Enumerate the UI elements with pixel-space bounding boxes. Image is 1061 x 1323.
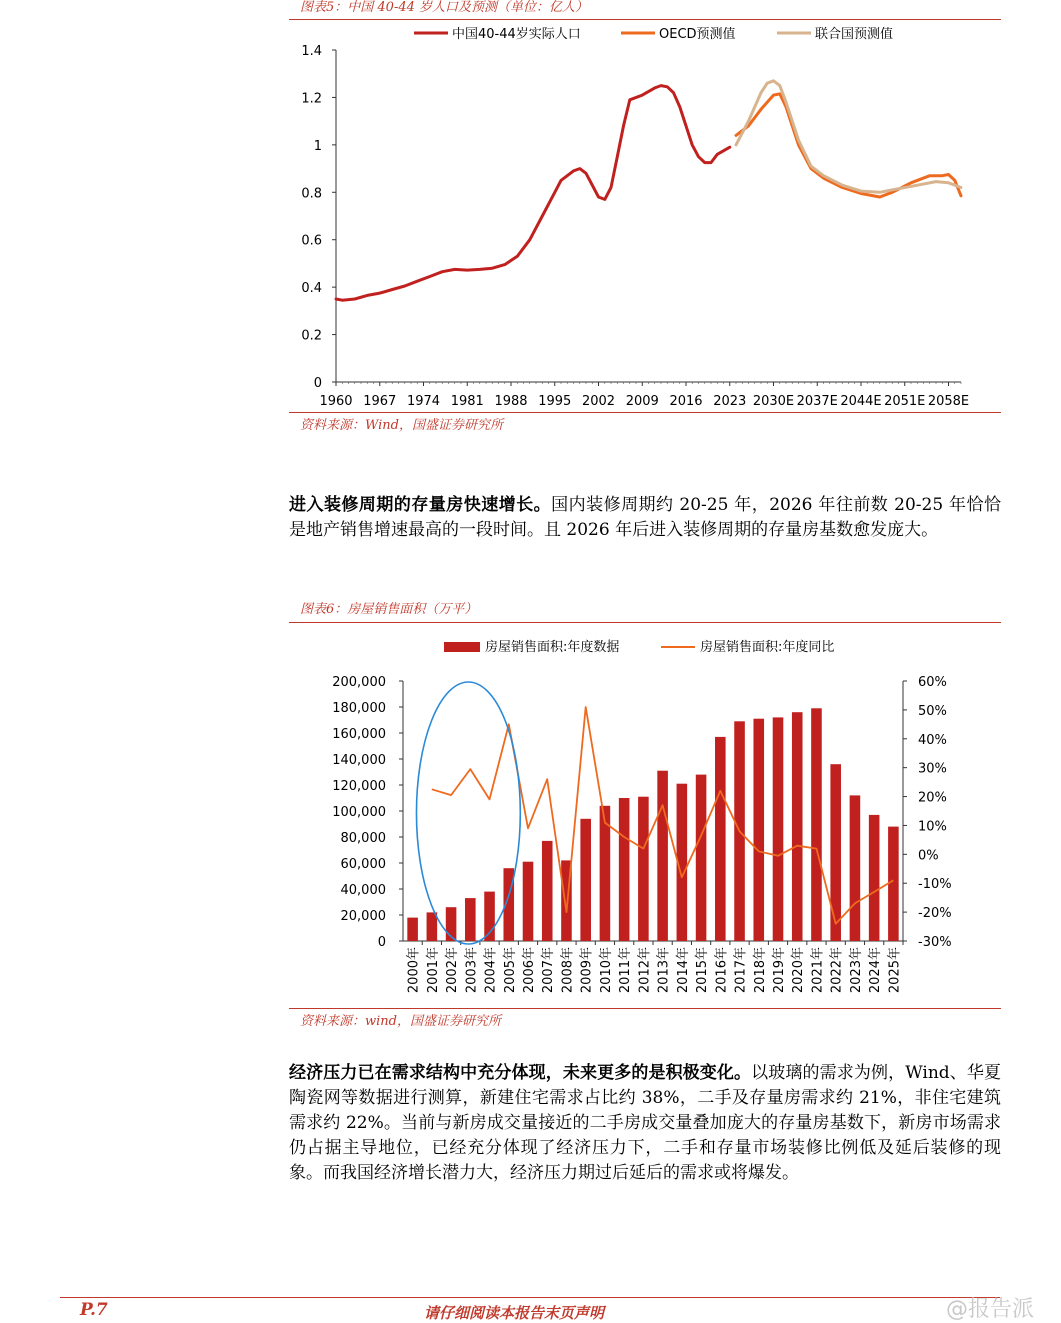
x-tick-label: 2023年	[848, 947, 864, 994]
paragraph-renovation-cycle	[289, 493, 1001, 543]
bar-21	[811, 708, 822, 941]
y-tick-label: 0.6	[301, 233, 322, 249]
x-tick-label: 2024年	[868, 947, 884, 994]
left-tick-label: 0	[377, 935, 386, 950]
y-tick-label: 1.4	[301, 44, 322, 59]
right-tick-label: -30%	[918, 935, 952, 950]
x-tick-label: 1974	[406, 394, 441, 409]
left-tick-label: 160,000	[332, 727, 386, 742]
bar-9	[580, 819, 591, 941]
bar-24	[869, 815, 880, 941]
left-tick-label: 80,000	[340, 831, 386, 846]
paragraph-economic-pressure	[289, 1061, 1001, 1186]
right-tick-label: -20%	[918, 906, 952, 922]
x-tick-label: 2021年	[810, 947, 826, 994]
y-tick-label: 1	[313, 138, 322, 154]
legend-line-label: 房屋销售面积:年度同比	[700, 640, 835, 655]
figure5-source: 资料来源：Wind，国盛证券研究所	[300, 418, 503, 433]
x-tick-label: 2010年	[598, 947, 614, 994]
x-tick-label: 2002	[581, 394, 616, 409]
bar-1	[427, 912, 438, 941]
y-tick-label: 0	[313, 376, 322, 391]
left-tick-label: 100,000	[332, 805, 386, 820]
x-tick-label: 1960	[319, 394, 353, 409]
x-tick-label: 2044E	[840, 394, 882, 409]
page-number: P.7	[80, 1300, 108, 1320]
bar-6	[523, 862, 534, 941]
right-tick-label: 0%	[918, 848, 939, 864]
left-tick-label: 140,000	[332, 753, 386, 768]
x-tick-label: 2008年	[560, 947, 576, 994]
x-tick-label: 2011年	[618, 947, 634, 994]
figure6-title: 图表6：房屋销售面积（万平）	[300, 602, 478, 617]
x-tick-label: 2019年	[772, 947, 787, 994]
bar-19	[773, 717, 784, 941]
x-tick-label: 2020年	[791, 947, 807, 994]
population-line-chart	[289, 20, 1001, 412]
bar-25	[888, 827, 899, 941]
bar-12	[638, 797, 649, 941]
y-tick-label: 0.8	[301, 186, 322, 202]
right-tick-label: -10%	[918, 877, 952, 893]
x-tick-label: 2004年	[483, 947, 499, 994]
x-tick-label: 2014年	[675, 947, 691, 994]
bar-18	[753, 719, 764, 941]
legend-bar-label: 房屋销售面积:年度数据	[485, 640, 620, 655]
x-tick-label: 2023	[713, 394, 747, 409]
x-tick-label: 2037E	[796, 394, 838, 409]
watermark: @报告派	[946, 1297, 1035, 1322]
x-tick-label: 2003年	[464, 947, 480, 994]
paragraph1-lead: 进入装修周期的存量房快速增长。	[289, 495, 552, 515]
x-tick-label: 2030E	[752, 394, 795, 409]
bar-11	[619, 798, 630, 941]
x-tick-label: 2007年	[541, 947, 557, 994]
x-tick-label: 2016年	[714, 947, 730, 994]
figure5-title: 图表5：中国 40-44 岁人口及预测（单位：亿人）	[300, 0, 589, 15]
figure6-bottom-rule	[289, 1008, 1001, 1009]
x-tick-label: 2025年	[887, 947, 903, 994]
housing-sales-bar-chart	[289, 623, 1001, 1008]
x-tick-label: 2009年	[579, 947, 595, 994]
x-tick-label: 2051E	[884, 394, 926, 409]
x-tick-label: 2017年	[733, 947, 749, 994]
x-tick-label: 2013年	[656, 947, 672, 994]
x-tick-label: 2009	[625, 394, 659, 409]
bar-23	[850, 795, 861, 941]
x-tick-label: 2018年	[752, 947, 768, 994]
paragraph2-body: 以玻璃的需求为例，Wind、华夏陶瓷网等数据进行测算，新建住宅需求占比约 38%，二手及存量房需求约 21%，非住宅建筑需求约 22%。当前与新房成交量接近的二手房成交量叠加庞大的存量房基数下，新房市场需求仍占据主导地位，已经充分体现了经济压力下，二手和存量市场装修比例低及延后装修的现象。而我国经济增长潜力大，经济压力期过后延后的需求或将爆发。	[289, 1063, 1001, 1183]
bar-0	[407, 918, 418, 941]
disclaimer-notice: 请仔细阅读本报告末页声明	[424, 1304, 605, 1322]
x-tick-label: 1967	[363, 394, 397, 409]
x-tick-label: 2001年	[425, 947, 441, 994]
x-tick-label: 2006年	[522, 947, 537, 994]
x-tick-label: 1988	[494, 394, 528, 409]
bar-16	[715, 737, 726, 941]
right-tick-label: 10%	[918, 819, 947, 835]
x-tick-label: 1995	[538, 394, 572, 409]
bar-15	[696, 775, 707, 941]
left-tick-label: 20,000	[340, 909, 386, 924]
y-tick-label: 1.2	[301, 91, 322, 107]
right-tick-label: 50%	[918, 703, 947, 719]
legend-label-1: OECD预测值	[659, 27, 736, 42]
paragraph1-body: 国内装修周期约 20-25 年，2026 年往前数 20-25 年恰恰是地产销售增速最高的一段时间。且 2026 年后进入装修周期的存量房基数愈发庞大。	[289, 495, 1001, 540]
right-tick-label: 40%	[918, 732, 947, 748]
x-tick-label: 2058E	[927, 394, 970, 409]
x-tick-label: 2002年	[445, 947, 461, 994]
bar-3	[465, 898, 476, 941]
right-tick-label: 20%	[918, 790, 947, 806]
figure6-source: 资料来源：wind，国盛证券研究所	[300, 1014, 501, 1029]
legend-bar-swatch	[444, 642, 480, 652]
x-tick-label: 1981	[450, 394, 484, 409]
right-tick-label: 60%	[918, 675, 947, 690]
right-tick-label: 30%	[918, 761, 947, 777]
x-tick-label: 2015年	[695, 947, 711, 994]
bar-22	[830, 764, 841, 941]
left-tick-label: 180,000	[332, 701, 386, 716]
bar-13	[657, 771, 668, 941]
y-tick-label: 0.4	[301, 281, 322, 297]
legend-label-0: 中国40-44岁实际人口	[452, 27, 581, 42]
paragraph2-lead: 经济压力已在需求结构中充分体现，未来更多的是积极变化。	[289, 1063, 752, 1083]
x-tick-label: 2016	[669, 394, 703, 409]
x-tick-label: 2000年	[406, 947, 422, 994]
left-tick-label: 40,000	[340, 883, 386, 898]
x-tick-label: 2005年	[502, 947, 518, 994]
footer-rule	[60, 1297, 1000, 1298]
left-tick-label: 120,000	[332, 779, 386, 794]
bar-7	[542, 841, 553, 941]
bar-20	[792, 712, 803, 941]
series-line-0	[336, 86, 730, 301]
legend-label-2: 联合国预测值	[815, 27, 894, 42]
x-tick-label: 2022年	[829, 947, 845, 994]
series-line-1	[736, 94, 961, 197]
y-tick-label: 0.2	[301, 328, 322, 344]
left-tick-label: 60,000	[340, 857, 386, 872]
x-tick-label: 2012年	[637, 947, 653, 994]
left-tick-label: 200,000	[332, 675, 386, 690]
figure5-bottom-rule	[289, 412, 1001, 413]
